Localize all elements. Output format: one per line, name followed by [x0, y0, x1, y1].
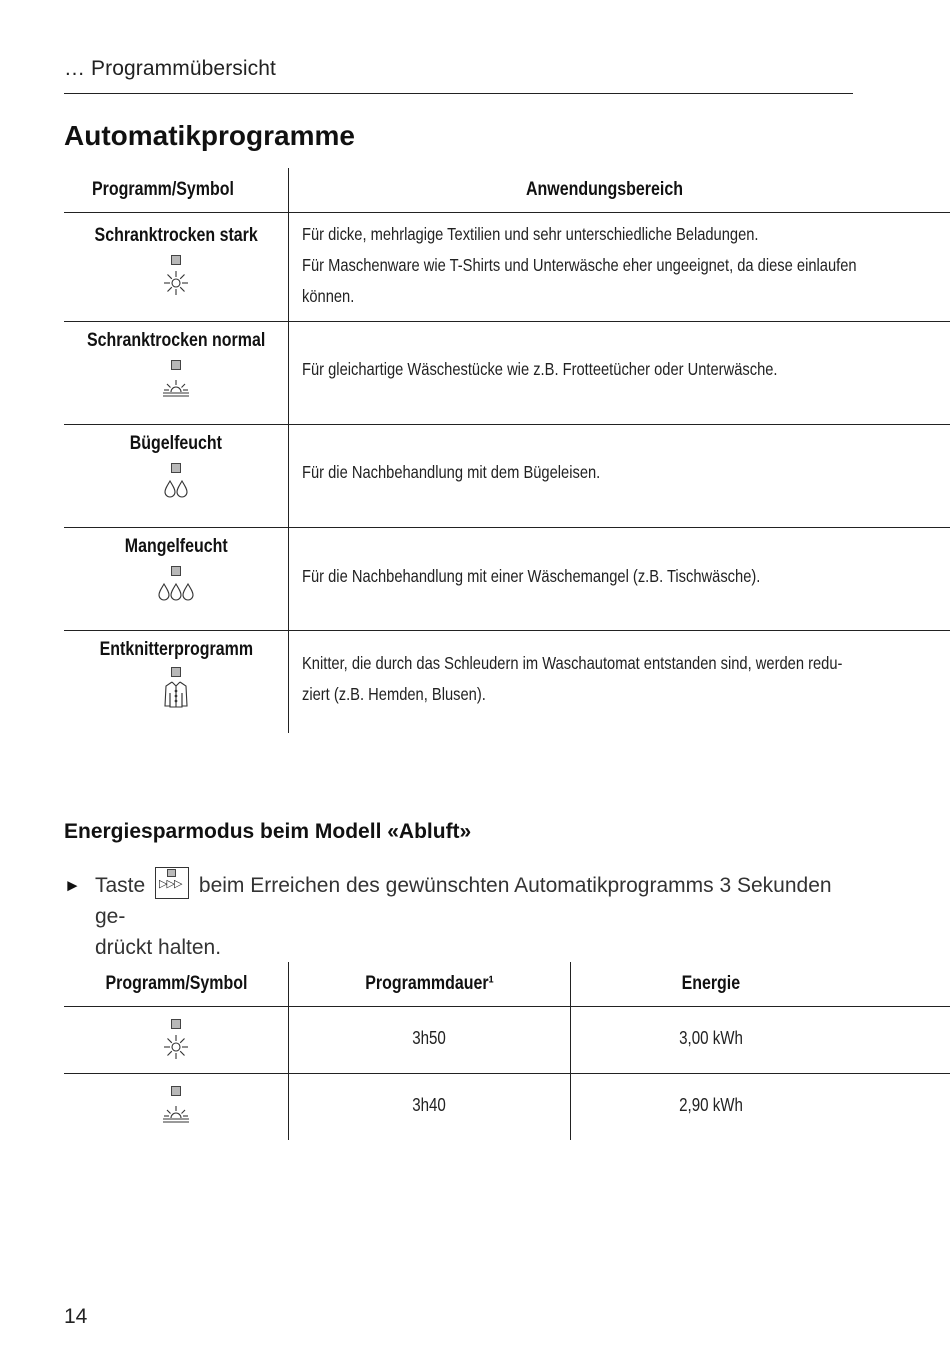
- instruction-text: Taste: [95, 874, 146, 897]
- column-header-energy: Energie: [681, 973, 741, 994]
- table-row: [64, 631, 950, 733]
- program-name: Bügelfeucht: [129, 433, 223, 454]
- normal-dry-half-sun-icon: [162, 1102, 190, 1124]
- column-header-application: Anwendungsbereich: [526, 179, 684, 200]
- extra-dry-sun-icon: [162, 269, 190, 297]
- description-line: Für die Nachbehandlung mit einer Wäschemangel (z.B. Tischwäsche).: [302, 566, 761, 586]
- column-header-program: Programm/Symbol: [105, 973, 247, 994]
- shirt-icon: [162, 679, 190, 709]
- header-rule: [64, 93, 853, 94]
- duration-value: 3h50: [412, 1027, 447, 1048]
- table-row: [64, 322, 950, 424]
- instruction-text: beim Erreichen des gewünschten Automatikprogramms 3 Sekunden ge-: [95, 874, 832, 928]
- normal-dry-half-sun-icon: [162, 376, 190, 398]
- indicator-light-icon: [171, 667, 181, 677]
- program-name: Schranktrocken normal: [86, 330, 266, 351]
- column-header-program: Programm/Symbol: [91, 179, 234, 200]
- duration-value: 3h40: [412, 1094, 447, 1115]
- description-line: Für gleichartige Wäschestücke wie z.B. Frotteetücher oder Unterwäsche.: [302, 359, 778, 379]
- program-name: Entknitterprogramm: [99, 639, 253, 660]
- energy-value: 2,90 kWh: [679, 1094, 743, 1115]
- two-drops-icon: [163, 478, 189, 500]
- indicator-light-icon: [171, 463, 181, 473]
- table-row: [64, 213, 950, 321]
- three-drops-icon: [157, 581, 195, 603]
- column-header-duration: Programmdauer¹: [365, 973, 494, 994]
- description-line: Für dicke, mehrlagige Textilien und sehr unterschiedliche Beladungen.: [302, 224, 759, 244]
- indicator-light-icon: [171, 566, 181, 576]
- table-row: [64, 1007, 288, 1073]
- running-header: … Programmübersicht: [64, 57, 276, 80]
- fast-forward-icon: ▷▷▷: [159, 878, 182, 891]
- section-title-automatikprogramme: Automatikprogramme: [64, 120, 355, 151]
- indicator-light-icon: [171, 1086, 181, 1096]
- table-row: [64, 528, 950, 631]
- table-row: [64, 1074, 288, 1136]
- program-name: Schranktrocken stark: [94, 225, 258, 246]
- energy-value: 3,00 kWh: [679, 1027, 743, 1048]
- description-line: Für die Nachbehandlung mit dem Bügeleisen.: [302, 462, 601, 482]
- description-line: Knitter, die durch das Schleudern im Waschautomat entstanden sind, werden redu-: [302, 653, 843, 673]
- program-select-key-icon: [155, 867, 189, 899]
- table-row: [64, 425, 950, 527]
- extra-dry-sun-icon: [162, 1033, 190, 1061]
- description-line: können.: [302, 286, 355, 306]
- description-line: Für Maschenware wie T-Shirts und Unterwäsche eher ungeeignet, da diese einlaufen: [302, 255, 857, 275]
- indicator-light-icon: [171, 360, 181, 370]
- description-line: ziert (z.B. Hemden, Blusen).: [302, 684, 486, 704]
- bullet-arrow-icon: ►: [64, 876, 81, 895]
- instruction-text: drückt halten.: [95, 936, 222, 959]
- section-title-energy-saving: Energiesparmodus beim Modell «Abluft»: [64, 820, 472, 843]
- indicator-light-icon: [171, 1019, 181, 1029]
- indicator-light-icon: [171, 255, 181, 265]
- page-number: 14: [64, 1305, 88, 1328]
- program-name: Mangelfeucht: [124, 536, 228, 557]
